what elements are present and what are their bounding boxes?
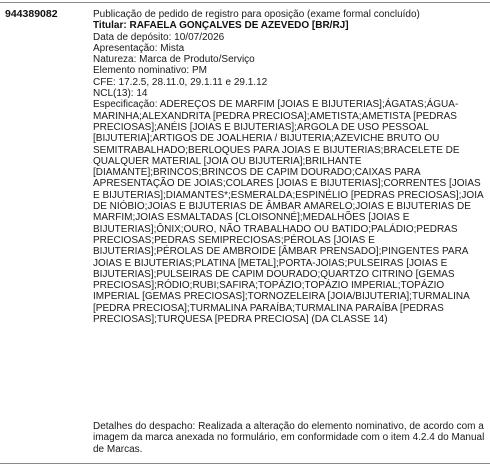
process-number: 944389082: [5, 8, 58, 20]
publication-entry: [93, 9, 485, 325]
publication-title: Publicação de pedido de registro para oposição (exame formal concluído): [93, 9, 420, 20]
deposit-date: Data de depósito: 10/07/2026: [93, 31, 225, 43]
nominative-element: Elemento nominativo: PM: [93, 65, 207, 77]
bottom-divider: [0, 463, 490, 464]
cfe-codes: CFE: 17.2.5, 28.11.0, 29.1.11 e 29.1.12: [93, 76, 268, 88]
top-divider: [0, 2, 490, 3]
ncl-class: NCL(13): 14: [93, 88, 148, 100]
despacho-details: Detalhes do despacho: Realizada a alteração do elemento nominativo, de acordo com a imagem da marca anexada no formulário, em conformidade com o item 4.2.4 do Manual de Marcas.: [93, 421, 485, 455]
titular: Titular: RAFAELA GONÇALVES DE AZEVEDO [BR/RJ]: [93, 20, 349, 32]
specification: Especificação: ADEREÇOS DE MARFIM [JOIAS E BIJUTERIAS];ÁGATAS;ÁGUA-MARINHA;ALEXANDRITA [PEDRA PRECIOSA];AMETISTA;AMETISTA [PEDRAS PRECIOSAS];ANÉIS [JOIAS E BIJUTERIAS];ARGOLA DE USO PESSOAL [BIJUTERIA];ARTIGOS DE JOALHERIA / BIJUTERIA;AZEVICHE BRUTO OU SEMITRABALHADO;BERLOQUES PARA JOIAS E BIJUTERIAS;BRACELETE DE QUALQUER MATERIAL [JOIA OU BIJUTERIA];BRILHANTE [DIAMANTE];BRINCOS;BRINCOS DE CAPIM DOURADO;CAIXAS PARA APRESENTAÇÃO DE JOIAS;COLARES [JOIAS E BIJUTERIAS];CORRENTES [JOIAS E BIJUTERIAS];DIAMANTES*;ESMERALDA;ESPINÉLIO [PEDRAS PRECIOSAS];JOIA DE NIÓBIO;JOIAS E BIJUTERIAS DE ÂMBAR AMARELO;JOIAS E BIJUTERIAS DE MARFIM;JOIAS ESMALTADAS [CLOISONNÉ];MEDALHÕES [JOIAS E BIJUTERIAS];ÔNIX;OURO, NÃO TRABALHADO OU BATIDO;PALÁDIO;PEDRAS PRECIOSAS;PEDRAS SEMIPRECIOSAS;PÉROLAS [JOIAS E BIJUTERIAS];PÉROLAS DE AMBROIDE [ÂMBAR PRENSADO];PINGENTES PARA JOIAS E BIJUTERIAS;PLATINA [METAL];PORTA-JOIAS;PULSEIRAS [JOIAS E BIJUTERIAS];PULSEIRAS DE CAPIM DOURADO;QUARTZO CITRINO [GEMAS PRECIOSAS];RÓDIO;RUBI;SAFIRA;TOPÁZIO;TOPÁZIO IMPERIAL;TOPÁZIO IMPERIAL [GEMAS PRECIOSAS];TORNOZELEIRA [JOIA/BIJUTERIA];TURMALINA [PEDRA PRECIOSA];TURMALINA PARAÍBA;TURMALINA PARAÍBA [PEDRAS PRECIOSAS];TURQUESA [PEDRA PRECIOSA] (DA CLASSE 14): [93, 99, 484, 326]
presentation: Apresentação: Mista: [93, 42, 185, 54]
nature: Natureza: Marca de Produto/Serviço: [93, 54, 255, 66]
